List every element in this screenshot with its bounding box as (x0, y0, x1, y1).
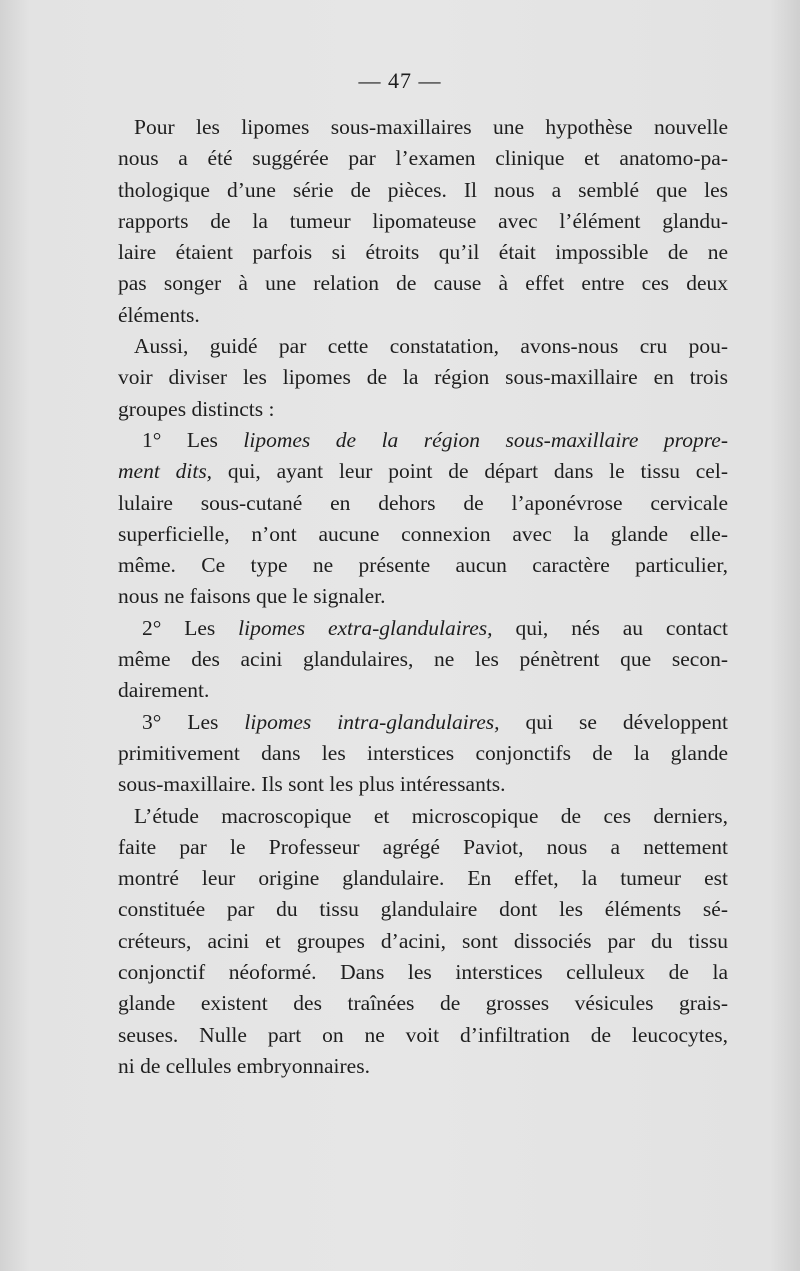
text-line (118, 175, 728, 206)
text-line (118, 550, 728, 581)
text-line (118, 425, 728, 456)
text-segment: 1° Les (142, 427, 244, 452)
page-number: — 47 — (358, 68, 442, 93)
text-line (118, 801, 728, 832)
text-segment: 3° Les (142, 709, 245, 734)
text-segment: rapports de la tumeur lipomateuse avec l’élément glandu- (118, 208, 728, 233)
text-segment: superficielle, n’ont aucune connexion avec la glande elle- (118, 521, 728, 546)
text-segment: thologique d’une série de pièces. Il nous a semblé que les (118, 177, 728, 202)
text-line (118, 300, 728, 331)
text-segment: pas songer à une relation de cause à effet entre ces deux (118, 271, 728, 296)
text-segment: 2° Les (142, 615, 239, 640)
text-line (118, 613, 728, 644)
text-line (118, 707, 728, 738)
text-segment: constituée par du tissu glandulaire dont les éléments sé- (118, 897, 728, 922)
text-segment: groupes distincts : (118, 396, 275, 421)
text-segment: L’étude macroscopique et microscopique de ces derniers, (134, 803, 728, 828)
text-line (118, 863, 728, 894)
text-line (118, 832, 728, 863)
text-segment: voir diviser les lipomes de la région sous-maxillaire en trois (118, 365, 728, 390)
italic-term: lipomes de la région sous-maxillaire propre- (243, 427, 729, 452)
text-line (118, 926, 728, 957)
text-segment: glande existent des traînées de grosses vésicules grais- (118, 991, 728, 1016)
text-segment: Aussi, guidé par cette constatation, avons-nous cru pou- (134, 334, 728, 359)
text-segment: créteurs, acini et groupes d’acini, sont dissociés par du tissu (118, 928, 728, 953)
italic-term: ment dits, (118, 459, 213, 484)
text-line (118, 894, 728, 925)
text-segment: sous-maxillaire. Ils sont les plus intéressants. (118, 772, 506, 797)
text-line (118, 1051, 728, 1082)
text-segment: montré leur origine glandulaire. En effet, la tumeur est (118, 866, 728, 891)
text-line (118, 644, 728, 675)
text-line (118, 769, 728, 800)
text-line (118, 957, 728, 988)
text-segment: même. Ce type ne présente aucun caractère particulier, (118, 553, 728, 578)
text-line (118, 1020, 728, 1051)
text-segment: faite par le Professeur agrégé Paviot, nous a nettement (118, 834, 728, 859)
text-line (118, 738, 728, 769)
text-segment: nous ne faisons que le signaler. (118, 584, 386, 609)
text-line (118, 394, 728, 425)
text-segment: qui, nés au contact (492, 615, 728, 640)
text-line (118, 488, 728, 519)
body-text (118, 112, 728, 1082)
text-segment: laire étaient parfois si étroits qu’il était impossible de ne (118, 240, 728, 265)
text-segment: qui se développent (499, 709, 728, 734)
text-line (118, 581, 728, 612)
text-line (118, 519, 728, 550)
text-segment: même des acini glandulaires, ne les pénètrent que secon- (118, 647, 728, 672)
italic-term: lipomes intra-glandulaires, (244, 709, 500, 734)
text-line (118, 456, 728, 487)
text-segment: conjonctif néoformé. Dans les interstices celluleux de la (118, 960, 728, 985)
text-segment: Pour les lipomes sous-maxillaires une hypothèse nouvelle (134, 115, 728, 139)
text-line (118, 988, 728, 1019)
text-segment: dairement. (118, 678, 210, 703)
text-line (118, 206, 728, 237)
italic-term: lipomes extra-glandulaires, (238, 615, 493, 640)
text-segment: seuses. Nulle part on ne voit d’infiltration de leucocytes, (118, 1022, 728, 1047)
text-line (118, 362, 728, 393)
text-line (118, 268, 728, 299)
text-segment: primitivement dans les interstices conjonctifs de la glande (118, 740, 728, 765)
text-segment: éléments. (118, 302, 200, 327)
text-segment: nous a été suggérée par l’examen clinique et anatomo-pa- (118, 146, 728, 171)
text-segment: qui, ayant leur point de départ dans le tissu cel- (212, 459, 728, 484)
text-line (118, 331, 728, 362)
text-segment: ni de cellules embryonnaires. (118, 1053, 370, 1078)
text-line (118, 675, 728, 706)
text-line (118, 112, 728, 143)
text-line (118, 237, 728, 268)
text-line (118, 143, 728, 174)
text-segment: lulaire sous-cutané en dehors de l’aponévrose cervicale (118, 490, 728, 515)
